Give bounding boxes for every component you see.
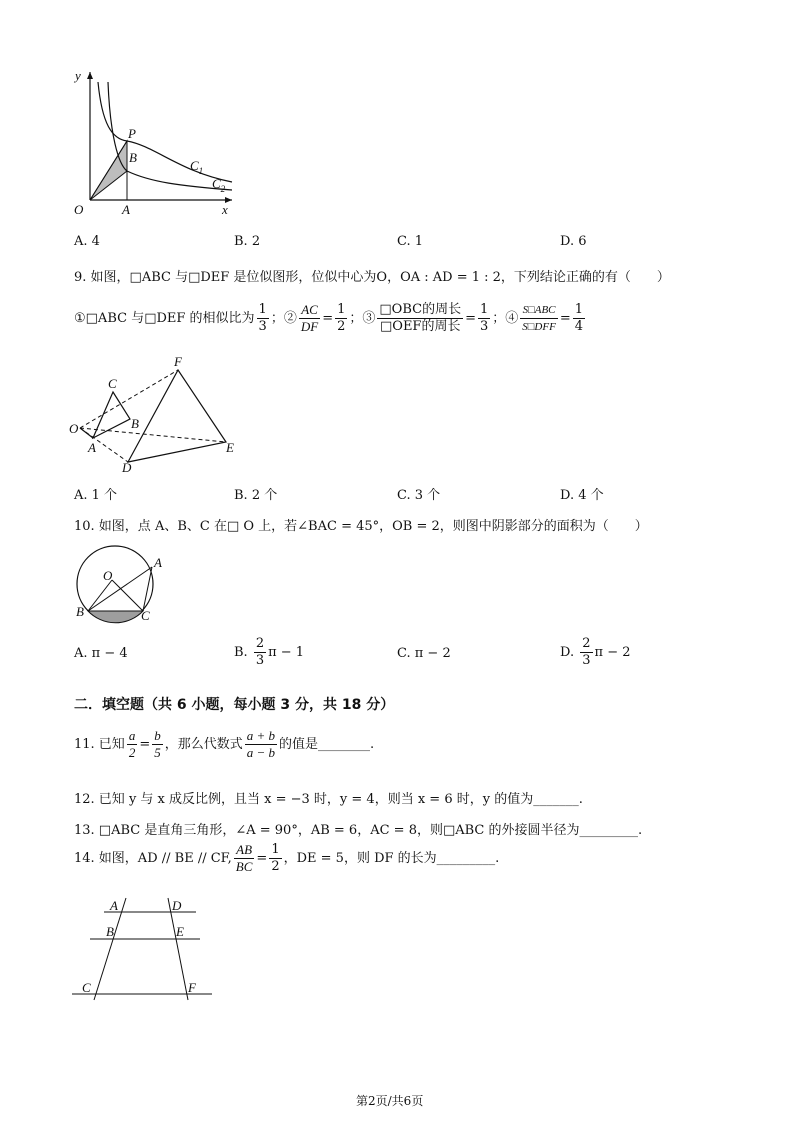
section-heading: 二．填空题（共 6 小题，每小题 3 分，共 18 分） [74,697,395,713]
q9-option-b[interactable]: B. 2 个 [234,488,278,503]
shaded-segment [88,611,143,623]
page-footer: 第2页/共6页 [356,1094,424,1108]
fraction: $\frac{1}{2}$ [337,302,346,334]
label-y: y [75,68,81,83]
q8-option-a[interactable]: A. 4 [74,234,100,249]
q10-option-d[interactable]: D. $\frac{2}{3}$ π − 2 [560,636,631,668]
label-p: P [128,126,136,141]
q11: 11. 已知 $\frac{a}{2}$ = $\frac{b}{5}$ ，那么代数式 $\frac{a + b}{a - b}$ 的值是________. [74,728,375,760]
q10-stem: 10. 如图，点 A、B、C 在□ O 上，若∠BAC = 45°，OB = 2，则图中阴影部分的面积为（ ） [74,519,648,534]
label-c: C [108,376,117,391]
label-o: O [103,568,113,583]
q14: 14. 如图，AD // BE // CF, $\frac{AB}{BC}$ = $\frac{1}{2}$ ，DE = 5，则 DF 的长为_________. [74,842,500,874]
label-d: D [172,898,182,913]
q10-option-b[interactable]: B. $\frac{2}{3}$ π − 1 [234,636,305,668]
label-e: E [176,924,184,939]
label-f: F [174,354,182,369]
label-x: x [222,202,228,217]
fraction: $\frac{1}{4}$ [574,302,583,334]
q10-option-c[interactable]: C. π − 2 [397,646,451,661]
fraction: $\frac{AC}{DF}$ [300,302,319,334]
label-c1: $C_1$ [190,158,204,176]
q8-option-d[interactable]: D. 6 [560,234,587,249]
label-a: A [110,898,118,913]
label-b: B [131,416,139,431]
label-c2: $C_2$ [212,176,226,194]
q8-option-c[interactable]: C. 1 [397,234,424,249]
label-b: B [106,924,114,939]
fraction: $\frac{1}{3}$ [258,302,267,334]
label-c: C [82,980,91,995]
q13: 13. □ABC 是直角三角形，∠A = 90°，AB = 6，AC = 8，则□ABC 的外接圆半径为_________. [74,823,643,838]
label-e: E [226,440,234,455]
label-a: A [122,202,130,217]
fraction: $\frac{\text{□OBC的周长}}{\text{□OEF的周长}}$ [379,302,462,334]
label-b: B [76,604,84,619]
label-o: O [74,202,84,217]
label-a: A [88,440,96,455]
q9-option-a[interactable]: A. 1 个 [74,488,118,503]
label-f: F [188,980,196,995]
label-d: D [122,460,132,475]
q8-option-b[interactable]: B. 2 [234,234,261,249]
q9-option-c[interactable]: C. 3 个 [397,488,441,503]
q9-conclusions: ①□ABC 与□DEF 的相似比为 $\frac{1}{3}$ ；② $\frac{AC}{DF}$ = $\frac{1}{2}$ ；③ $\frac{\text{□OBC的周长}}{\text{□OEF的周长}}$ = $\frac{1}{3}$ ；④ $\frac{\text{S□ABC}}{\text{S□DFF}}$ = $\frac{1}{4}$ [74,302,583,334]
q14-figure [66,892,216,1002]
label-a: A [154,555,162,570]
q12: 12. 已知 y 与 x 成反比例，且当 x = −3 时，y = 4，则当 x = 6 时，y 的值为_______. [74,792,583,807]
label-o: O [69,421,79,436]
q9-figure [66,352,256,478]
q9-stem: 9. 如图，□ABC 与□DEF 是位似图形，位似中心为O，OA : AD = 1 : 2，下列结论正确的有（ ） [74,270,670,285]
q9-option-d[interactable]: D. 4 个 [560,488,604,503]
q8-figure [70,64,240,224]
fraction: $\frac{1}{3}$ [479,302,489,334]
fraction: $\frac{\text{S□ABC}}{\text{S□DFF}}$ [522,304,556,333]
q10-option-a[interactable]: A. π − 4 [74,646,128,661]
q10-figure [68,540,168,626]
label-b: B [129,150,137,165]
label-c: C [141,608,150,623]
